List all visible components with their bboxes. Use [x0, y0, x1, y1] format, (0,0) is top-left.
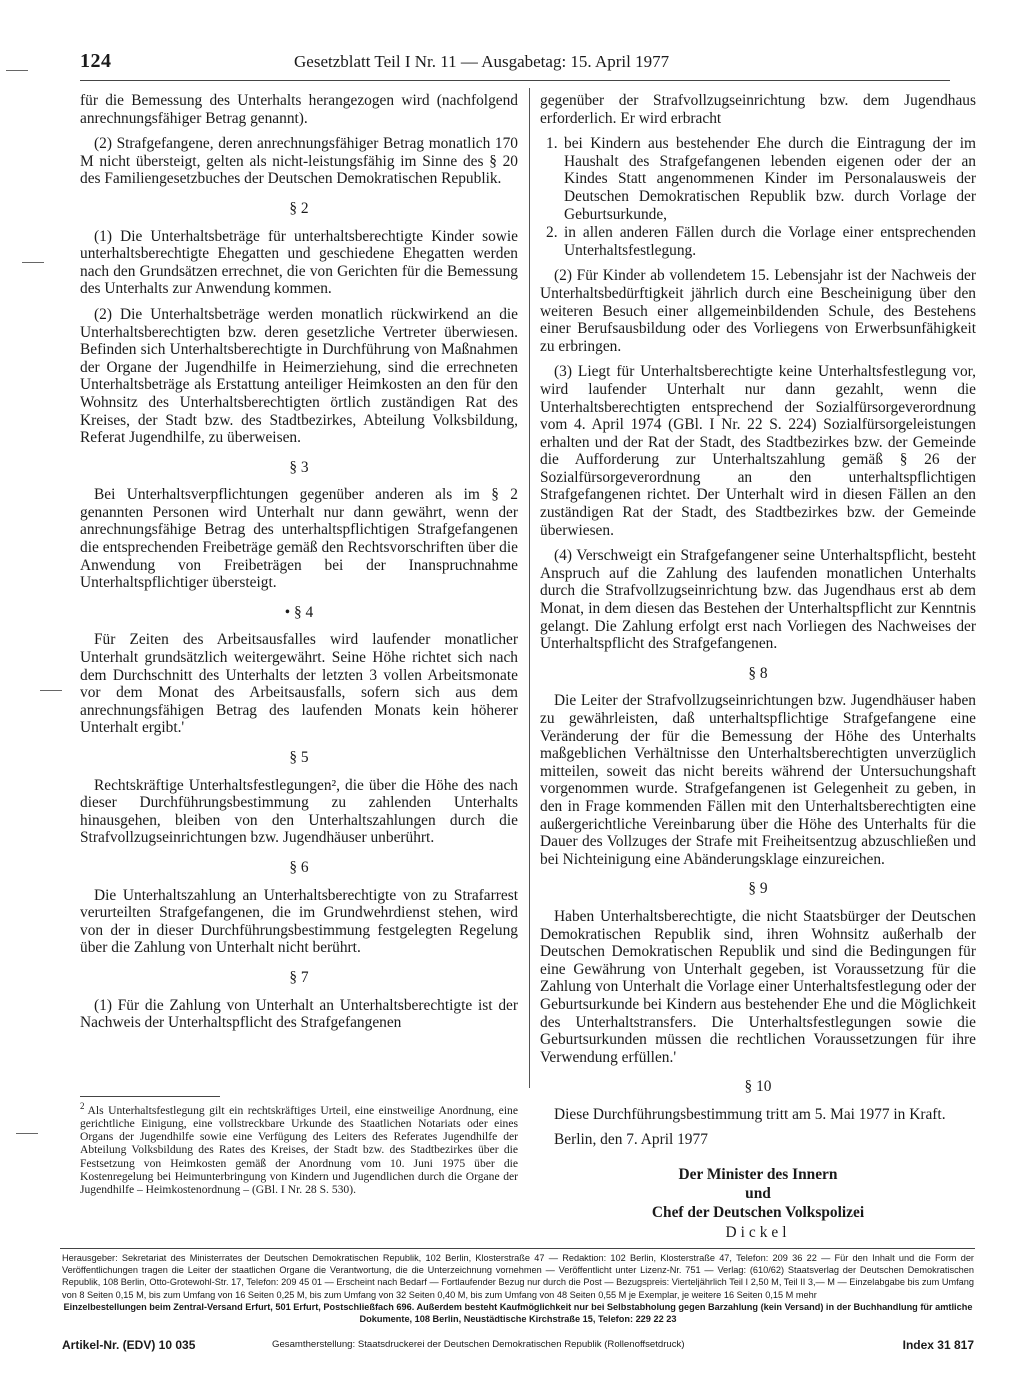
paragraph: (2) Strafgefangene, deren anrechnungsfähiger Betrag monatlich 170 M nicht übersteigt, gelten als nicht-leistungsfähig im Sinne des § 20 des Familiengesetzbuches der Deutschen Demokratischen Republik. — [80, 135, 518, 188]
section-heading: § 8 — [748, 664, 768, 682]
section-heading: § 9 — [748, 880, 768, 898]
footnote-divider — [80, 1096, 220, 1097]
right-column — [540, 92, 976, 1242]
section-heading: • § 4 — [284, 603, 314, 621]
signatory-name: Dickel — [725, 1224, 791, 1242]
signatory-title: Der Minister des Innern — [678, 1166, 838, 1184]
signatory-block — [540, 1165, 976, 1222]
list-item — [540, 135, 976, 223]
margin-mark — [6, 70, 28, 71]
article-number: Artikel-Nr. (EDV) 10 035 — [62, 1338, 196, 1352]
list-item-number: 2. — [546, 224, 558, 242]
section-heading: § 2 — [289, 199, 309, 217]
section-heading: § 6 — [289, 858, 309, 876]
column-divider — [529, 88, 530, 1088]
page-number: 124 — [80, 50, 112, 72]
paragraph: Haben Unterhaltsberechtigte, die nicht Staatsbürger der Deutschen Demokratischen Republik sind, ihren Wohnsitz außerhalb der Deutschen Demokratischen Republik und sind die Bedingungen für eine Gewährung von Unterhalt gegeben, ist Voraussetzung für die Zahlung von Unterhalt die Vorlage einer Unterhaltsfestlegung oder der Geburtsurkunde bei Kindern aus bestehender Ehe und die Möglichkeit des Unterhaltstransfers. Die Unterhaltsfestlegungen sowie die Geburtsurkunden müssen die rechtlichen Voraussetzungen für ihre Verwendung erfüllen.' — [540, 907, 976, 1066]
paragraph: Diese Durchführungsbestimmung tritt am 5. Mai 1977 in Kraft. — [554, 1105, 946, 1123]
list-item — [540, 224, 976, 259]
list-item-text: in allen anderen Fällen durch die Vorlage einer entsprechenden Unterhaltsfestlegung. — [564, 224, 976, 259]
imprint-divider — [60, 1248, 975, 1249]
page-header — [80, 50, 760, 76]
enumerated-list — [540, 135, 976, 259]
footnote-text: Als Unterhaltsfestlegung gilt ein rechtskräftiges Urteil, eine einstweilige Anordnung, eine gerichtliche Einigung, eine vollstreckbare Urkunde des Staatlichen Notariats oder eines Organs der Jugendhilfe sowie eine Verfügung des Leiters des Referates Jugendhilfe der Abteilung Volksbildung des Rates des Kreises, der Stadt bzw. des Stadtbezirkes über die Festsetzung von Heimkosten gemäß der Anordnung vom 10. Juni 1975 über die Kostenregelung bei Heimunterbringung von Kindern und Jugendlichen durch die Organe der Jugendhilfe – Heimkostenordnung – (GBl. I Nr. 28 S. 530). — [80, 1103, 518, 1197]
header-divider — [80, 80, 950, 81]
paragraph: (1) Die Unterhaltsbeträge für unterhaltsberechtigte Kinder sowie unterhaltsberechtigte Ehegatten und geschiedene Ehegatten werden nach den Grundsätzen errechnet, die von Gerichten für die Bemessung des Unterhalts zur Anwendung kommen. — [80, 227, 518, 298]
margin-mark — [40, 690, 62, 691]
paragraph: (2) Für Kinder ab vollendetem 15. Lebensjahr ist der Nachweis der Unterhaltsbedürftigkeit jährlich durch eine Bescheinigung über den weiteren Besuch einer allgemeinbildenden Schule, des Bestehens einer Berufsausbildung oder des Vorliegens von Erwerbsunfähigkeit zu erbringen. — [540, 267, 976, 355]
paragraph: (3) Liegt für Unterhaltsberechtigte keine Unterhaltsfestlegung vor, wird laufender Unterhalt nur dann gezahlt, wenn die Unterhaltsberechtigten entsprechend der Sozialfürsorgeverordnung vom 4. April 1974 (GBl. I Nr. 22 S. 224) Sozialfürsorgeleistungen erhalten und der Rat der Stadt, des Stadtbezirkes bzw. der Gemeinde die Aufforderung zur Unterhaltszahlung gemäß § 26 der Sozialfürsorgeverordnung an den unterhaltspflichtigen Strafgefangenen richtet. Der Unterhalt wird in diesen Fällen an den zuständigen Rat der Stadt, des Stadtbezirkes bzw. der Gemeinde überwiesen. — [540, 363, 976, 539]
paragraph: für die Bemessung des Unterhalts herangezogen wird (nachfolgend anrechnungsfähiger Betrag genannt). — [80, 92, 518, 127]
section-heading: § 10 — [744, 1078, 772, 1096]
imprint — [62, 1252, 974, 1325]
index-number: Index 31 817 — [902, 1338, 974, 1352]
paragraph: (1) Für die Zahlung von Unterhalt an Unterhaltsberechtigte ist der Nachweis der Unterhaltspflicht des Strafgefangenen — [80, 996, 518, 1032]
imprint-footer — [62, 1338, 974, 1354]
section-heading: § 3 — [289, 458, 309, 476]
paragraph: Die Unterhaltszahlung an Unterhaltsberechtigte von zu Strafarrest verurteilten Strafgefangenen, die im Grundwehrdienst stehen, wird von der in dieser Durchführungsbestimmung festgelegten Regelung über die Zahlung von Unterhalt nicht berührt. — [80, 886, 518, 957]
paragraph: gegenüber der Strafvollzugseinrichtung bzw. dem Jugendhaus erforderlich. Er wird erbracht — [540, 92, 976, 127]
list-item-text: bei Kindern aus bestehender Ehe durch die Eintragung der im Haushalt des Strafgefangenen lebenden eigenen oder der an Kindes Statt angenommenen Kinder im Personalausweis der Deutschen Demokratischen Republik bzw. durch Vorlage der Geburtsurkunde, — [564, 135, 976, 223]
signatory-title: und — [745, 1185, 771, 1203]
paragraph: Bei Unterhaltsverpflichtungen gegenüber anderen als im § 2 genannten Personen wird Unterhalt nur dann gewährt, wenn der anrechnungsfähige Betrag des unterhaltspflichtigen Strafgefangenen die entsprechenden Freibeträge gemäß den Rechtsvorschriften über die Anwendung von Freibeträgen bei der Inanspruchnahme Unterhaltspflichtiger übersteigt. — [80, 486, 518, 592]
place-and-date: Berlin, den 7. April 1977 — [554, 1131, 708, 1149]
footnote-mark: 2 — [80, 1101, 85, 1111]
gazette-title: Gesetzblatt Teil I Nr. 11 — Ausgabetag: 15. April 1977 — [294, 52, 670, 71]
paragraph: (4) Verschweigt ein Strafgefangener seine Unterhaltspflicht, besteht Anspruch auf die Zahlung des laufenden monatlichen Unterhalts durch die Strafvollzugseinrichtung bzw. das Jugendhaus erst ab dem Monat, in dem diesen das Bestehen der Unterhaltspflicht zur Kenntnis gelangt. Die Zahlung erfolgt erst nach Vorliegen des Nachweises der Unterhaltspflicht des Strafgefangenen. — [540, 547, 976, 653]
imprint-publisher: Herausgeber: Sekretariat des Ministerrates der Deutschen Demokratischen Republik, 102 Berlin, Klosterstraße 47 — Redaktion: 102 Berlin, Klosterstraße 47, Telefon: 209 36 22 — Für den Inhalt und die Form der Veröffentlichungen tragen die Leiter der staatlichen Organe die Verantwortung, die die Unterzeichnung vornehmen — Veröffentlicht unter Lizenz-Nr. 751 — Verlag: (610/62) Staatsverlag der Deutschen Demokratischen Republik, 108 Berlin, Otto-Grotewohl-Str. 17, Telefon: 209 45 01 — Erscheint nach Bedarf — Fortlaufender Bezug nur durch die Post — Bezugspreis: Vierteljährlich Teil I 2,50 M, Teil II 3,— M — Einzelabgabe bis zum Umfang von 8 Seiten 0,15 M, bis zum Umfang von 16 Seiten 0,25 M, bis zum Umfang von 32 Seiten 0,40 M, bis zum Umfang von 48 Seiten 0,55 M je Exemplar, je weitere 16 Seiten 0,15 M mehr — [62, 1253, 974, 1300]
margin-mark — [22, 262, 44, 263]
printer-credit: Gesamtherstellung: Staatsdruckerei der Deutschen Demokratischen Republik (Rollenoffsetdruck) — [272, 1339, 685, 1350]
imprint-orders: Einzelbestellungen beim Zentral-Versand Erfurt, 501 Erfurt, Postschließfach 696. Außerdem besteht Kaufmöglichkeit nur bei Selbstabholung gegen Barzahlung (kein Versand) in der Buchhandlung für amtliche Dokumente, 108 Berlin, Neustädtische Kirchstraße 15, Telefon: 229 22 23 — [63, 1301, 973, 1325]
section-heading: § 7 — [289, 968, 309, 986]
signatory-title: Chef der Deutschen Volkspolizei — [651, 1204, 865, 1222]
list-item-number: 1. — [546, 135, 558, 153]
section-heading: § 5 — [289, 749, 309, 766]
margin-mark — [16, 1133, 38, 1134]
paragraph: Rechtskräftige Unterhaltsfestlegungen², die über die Höhe des nach dieser Durchführungsbestimmung zu zahlenden Unterhalts hinausgehen, bleiben von den Unterhaltszahlungen durch die Strafvollzugseinrichtungen bzw. Jugendhäuser unberührt. — [80, 776, 518, 847]
paragraph: (2) Die Unterhaltsbeträge werden monatlich rückwirkend an die Unterhaltsberechtigten bzw. deren gesetzliche Vertreter überwiesen. Befinden sich Unterhaltsberechtigte in Durchführung von Maßnahmen der Organe der Jugendhilfe in Heimerziehung, sind die errechneten Unterhaltsbeträge als Erstattung anteiliger Heimkosten an den für den Wohnsitz des Unterhaltsberechtigten örtlich zuständigen Rat des Kreises, der Stadt bzw. des Stadtbezirkes, Abteilung Volksbildung, Referat Jugendhilfe, zu überweisen. — [80, 305, 518, 447]
left-column — [80, 92, 518, 1040]
footnote — [80, 1100, 518, 1196]
paragraph: Für Zeiten des Arbeitsausfalles wird laufender monatlicher Unterhalt grundsätzlich weitergewährt. Seine Höhe richtet sich nach dem Durchschnitt des Unterhalts der letzten 3 vollen Arbeitsmonate vor dem Monat des Arbeitsausfalls, sofern sich aus dem anrechnungsfähigen Betrag des laufenden Monats kein höherer Unterhalt ergibt.' — [80, 631, 518, 737]
paragraph: Die Leiter der Strafvollzugseinrichtungen bzw. Jugendhäuser haben zu gewährleisten, daß unterhaltspflichtige Strafgefangene eine Veränderung der für die Bemessung der Höhe des Unterhalts maßgeblichen Verhältnisse den Unterhaltsberechtigten unverzüglich mitteilen, soweit das nicht bereits während der Untersuchungshaft vorgenommen wurde. Strafgefangenen ist Gelegenheit zu geben, in den in Frage kommenden Fällen mit den Unterhaltsberechtigten eine außergerichtliche Vereinbarung über die Höhe des Unterhalts für die Dauer des Vollzuges der Strafe mit Freiheitsentzug abzuschließen und bei Nichteinigung eine Abänderungsklage einzureichen. — [540, 692, 976, 868]
